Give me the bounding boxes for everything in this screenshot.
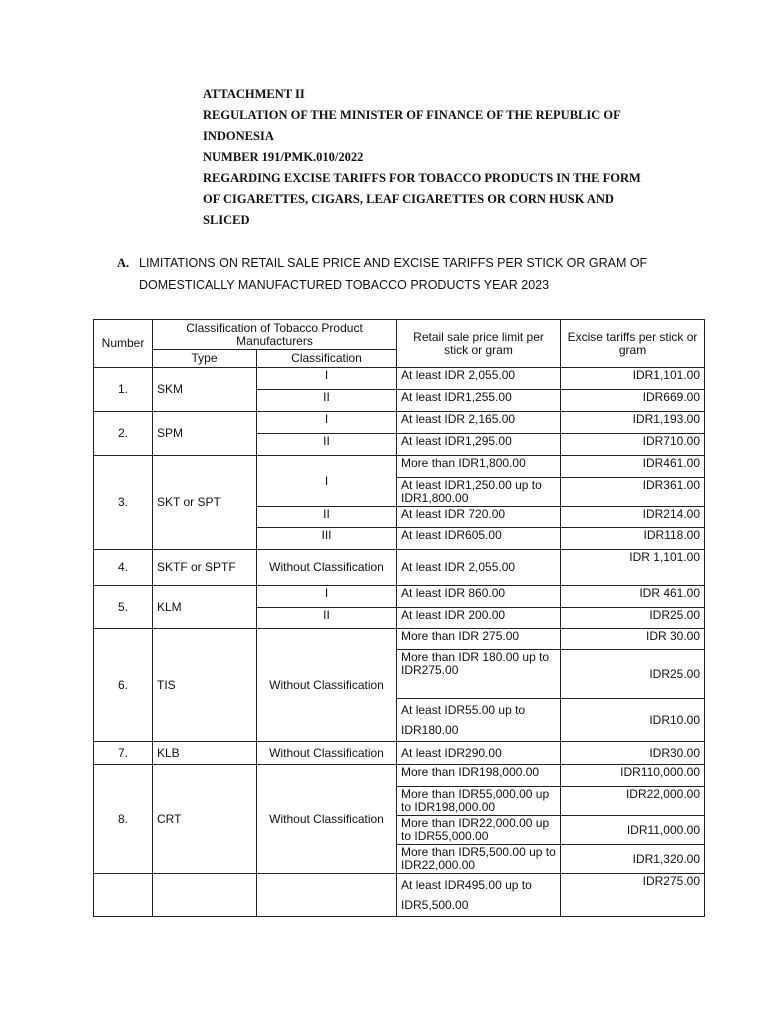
- row-price: More than IDR 275.00: [397, 629, 561, 650]
- row-tariff: IDR214.00: [561, 507, 705, 528]
- row-classification: II: [257, 608, 397, 629]
- row-type: SKT or SPT: [153, 456, 257, 550]
- row-price: At least IDR 720.00: [397, 507, 561, 528]
- row-tariff: IDR461.00: [561, 456, 705, 478]
- header-classification-group: Classification of Tobacco Product Manufacturers: [153, 320, 397, 350]
- row-tariff: IDR10.00: [561, 699, 705, 742]
- row-tariff: IDR25.00: [561, 650, 705, 699]
- row-price: At least IDR 200.00: [397, 608, 561, 629]
- row-price: More than IDR 180.00 up to IDR275.00: [397, 650, 561, 699]
- row-type: KLB: [153, 742, 257, 765]
- row-classification: Without Classification: [257, 765, 397, 874]
- row-type: SPM: [153, 412, 257, 456]
- row-price: More than IDR5,500.00 up to IDR22,000.00: [397, 845, 561, 874]
- row-tariff: IDR275.00: [561, 874, 705, 917]
- row-classification: I: [257, 456, 397, 507]
- row-type: SKTF or SPTF: [153, 550, 257, 586]
- row-price: At least IDR1,250.00 up to IDR1,800.00: [397, 478, 561, 507]
- row-price: At least IDR 2,165.00: [397, 412, 561, 434]
- row-price: More than IDR198,000.00: [397, 765, 561, 787]
- row-number: 8.: [94, 765, 153, 874]
- row-classification: II: [257, 434, 397, 456]
- section-a-heading: [117, 252, 677, 296]
- table-row: [94, 629, 705, 650]
- row-type-empty: [153, 874, 257, 917]
- row-classification: Without Classification: [257, 550, 397, 586]
- row-tariff: IDR22,000.00: [561, 787, 705, 816]
- row-classification: Without Classification: [257, 629, 397, 742]
- row-price: At least IDR495.00 up to IDR5,500.00: [397, 874, 561, 917]
- row-tariff: IDR1,320.00: [561, 845, 705, 874]
- row-tariff: IDR11,000.00: [561, 816, 705, 845]
- row-tariff: IDR30.00: [561, 742, 705, 765]
- row-tariff: IDR118.00: [561, 528, 705, 550]
- row-price: At least IDR55.00 up to IDR180.00: [397, 699, 561, 742]
- row-tariff: IDR1,193.00: [561, 412, 705, 434]
- header-number: Number: [94, 320, 153, 368]
- row-type: TIS: [153, 629, 257, 742]
- row-tariff: IDR669.00: [561, 390, 705, 412]
- row-number: 3.: [94, 456, 153, 550]
- row-price: At least IDR605.00: [397, 528, 561, 550]
- header-tariff: Excise tariffs per stick or gram: [561, 320, 705, 368]
- row-classification: III: [257, 528, 397, 550]
- row-price: More than IDR1,800.00: [397, 456, 561, 478]
- row-classification: Without Classification: [257, 742, 397, 765]
- row-tariff: IDR110,000.00: [561, 765, 705, 787]
- row-price: At least IDR 2,055.00: [397, 550, 561, 586]
- row-classification-empty: [257, 874, 397, 917]
- table-row: [94, 550, 705, 586]
- regarding-line1: REGARDING EXCISE TARIFFS FOR TOBACCO PRODUCTS IN THE FORM: [203, 171, 641, 185]
- row-price: At least IDR 860.00: [397, 586, 561, 608]
- table-row: [94, 765, 705, 787]
- row-classification: II: [257, 507, 397, 528]
- row-type: KLM: [153, 586, 257, 629]
- table-row: [94, 586, 705, 608]
- row-number: 5.: [94, 586, 153, 629]
- row-type: SKM: [153, 368, 257, 412]
- row-number: 7.: [94, 742, 153, 765]
- row-tariff: IDR361.00: [561, 478, 705, 507]
- row-price: More than IDR55,000.00 up to IDR198,000.00: [397, 787, 561, 816]
- row-type: CRT: [153, 765, 257, 874]
- row-price: At least IDR1,255.00: [397, 390, 561, 412]
- section-letter: A.: [117, 256, 130, 270]
- regarding-line3: SLICED: [203, 213, 250, 227]
- row-classification: I: [257, 368, 397, 390]
- document-header: [203, 84, 674, 231]
- table-row: [94, 368, 705, 390]
- regulation-title-line1: REGULATION OF THE MINISTER OF FINANCE OF THE REPUBLIC OF: [203, 108, 621, 122]
- row-number: 2.: [94, 412, 153, 456]
- row-tariff: IDR 30.00: [561, 629, 705, 650]
- section-title-line2: DOMESTICALLY MANUFACTURED TOBACCO PRODUCTS YEAR 2023: [139, 278, 550, 292]
- row-tariff: IDR1,101.00: [561, 368, 705, 390]
- row-number: 6.: [94, 629, 153, 742]
- row-price: More than IDR22,000.00 up to IDR55,000.00: [397, 816, 561, 845]
- section-title-line1: LIMITATIONS ON RETAIL SALE PRICE AND EXCISE TARIFFS PER STICK OR GRAM OF: [139, 256, 648, 270]
- row-classification: II: [257, 390, 397, 412]
- row-price: At least IDR290.00: [397, 742, 561, 765]
- regulation-number: NUMBER 191/PMK.010/2022: [203, 150, 364, 164]
- row-classification: I: [257, 412, 397, 434]
- row-classification: I: [257, 586, 397, 608]
- row-number-empty: [94, 874, 153, 917]
- regulation-title-line2: INDONESIA: [203, 129, 274, 143]
- row-price: At least IDR 2,055.00: [397, 368, 561, 390]
- row-number: 1.: [94, 368, 153, 412]
- header-price: Retail sale price limit per stick or gram: [397, 320, 561, 368]
- row-tariff: IDR710.00: [561, 434, 705, 456]
- attachment-label: ATTACHMENT II: [203, 87, 305, 101]
- table-row: [94, 742, 705, 765]
- row-price: At least IDR1,295.00: [397, 434, 561, 456]
- excise-tariff-table: [93, 319, 705, 917]
- table-row: [94, 456, 705, 478]
- header-classification: Classification: [257, 350, 397, 368]
- table-row: [94, 874, 705, 917]
- header-type: Type: [153, 350, 257, 368]
- row-tariff: IDR 1,101.00: [561, 550, 705, 586]
- row-tariff: IDR 461.00: [561, 586, 705, 608]
- row-number: 4.: [94, 550, 153, 586]
- regarding-line2: OF CIGARETTES, CIGARS, LEAF CIGARETTES OR CORN HUSK AND: [203, 192, 614, 206]
- row-tariff: IDR25.00: [561, 608, 705, 629]
- table-row: [94, 412, 705, 434]
